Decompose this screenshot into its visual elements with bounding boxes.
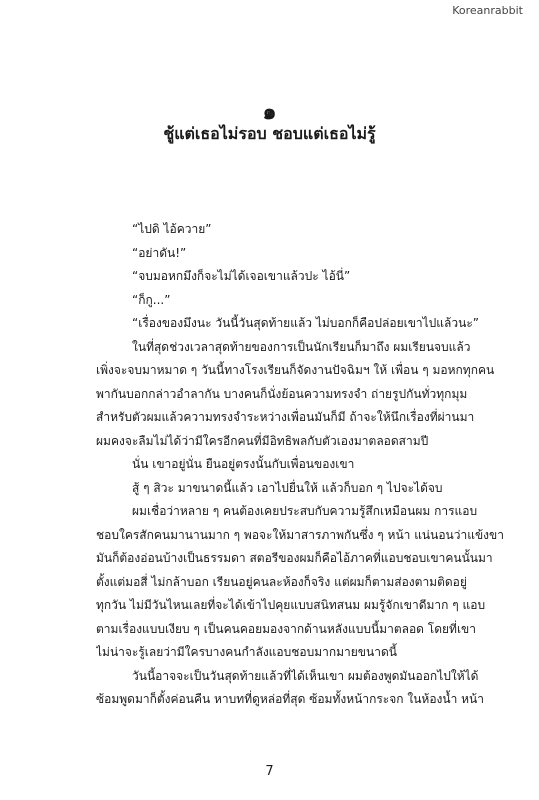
text-line: “เรื่องของมึงนะ วันนี้วันสุดท้ายแล้ว ไม่บอกก็คือปล่อยเขาไปแล้วนะ”: [132, 316, 479, 330]
text-line: ไม่น่าจะรู้เลยว่ามีใครบางคนกำลังแอบชอบมากมายขนาดนี้: [96, 645, 397, 659]
text-line: “อย่าดัน!”: [132, 245, 187, 260]
text-line: ตั้งแต่มอสี่ ไม่กล้าบอก เรียนอยู่คนละห้องก็จริง แต่ผมก็ตามส่องตามติดอยู่: [96, 574, 467, 589]
text-line: นั่น เขาอยู่นั่น ยืนอยู่ตรงนั้นกับเพื่อนของเขา: [132, 457, 355, 471]
text-line: ผมคงจะลืมไม่ได้ว่ามีใครอีกคนที่มีอิทธิพลกับตัวเองมาตลอดสามปี: [96, 433, 429, 448]
text-line: “ไปดิ ไอ้ควาย”: [132, 222, 212, 236]
text-line: ผมเชื่อว่าหลาย ๆ คนต้องเคยประสบกับความรู้สึกเหมือนผม การแอบ: [132, 504, 478, 518]
text-line: ในที่สุดช่วงเวลาสุดท้ายของการเป็นนักเรียนก็มาถึง ผมเรียนจบแล้ว: [132, 339, 471, 354]
chapter-number: ๑: [262, 100, 277, 125]
text-line: ทุกวัน ไม่มีวันไหนเลยที่จะได้เข้าไปคุยแบบสนิทสนม ผมรู้จักเขาดีมาก ๆ แอบ: [96, 598, 486, 612]
text-line: เพิ่งจะจบมาหมาด ๆ วันนี้ทางโรงเรียนก็จัดงานปัจฉิมฯ ให้ เพื่อน ๆ มอหกทุกคน: [96, 363, 495, 377]
body-text: [96, 218, 508, 712]
text-line: ชอบใครสักคนมานานมาก ๆ พอจะให้มาสารภาพกันซึ่ง ๆ หน้า แน่นอนว่าแข้งขา: [96, 527, 504, 542]
chapter-title: ชู้แต่เธอไม่รอบ ชอบแต่เธอไม่รู้: [163, 124, 376, 143]
text-line: “ก็กู...”: [132, 292, 171, 307]
text-line: วันนี้อาจจะเป็นวันสุดท้ายแล้วที่ได้เห็นเขา ผมต้องพูดมันออกไปให้ได้: [132, 668, 479, 683]
text-line: มันก็ต้องอ่อนบ้างเป็นธรรมดา สตอรีของผมก็คือไอ้ภาคที่แอบชอบเขาคนนั้นมา: [96, 551, 493, 565]
header-author: Koreanrabbit: [452, 4, 523, 17]
text-line: สู้ ๆ สิวะ มาขนาดนี้แล้ว เอาไปยื่นให้ แล้วก็บอก ๆ ไปจะได้จบ: [132, 480, 443, 495]
page-number: 7: [265, 764, 274, 779]
text-line: “จบมอหกมึงก็จะไม่ได้เจอเขาแล้วปะ ไอ้นี่”: [132, 269, 351, 283]
text-line: ซ้อมพูดมาก็ตั้งค่อนคืน หาบทที่ดูหล่อที่สุด ซ้อมทั้งหน้ากระจก ในห้องน้ำ หน้า: [96, 692, 485, 706]
text-line: ตามเรื่องแบบเงียบ ๆ เป็นคนคอยมองจากด้านหลังแบบนี้มาตลอด โดยที่เขา: [96, 621, 476, 636]
text-line: พากันบอกกล่าวอำลากัน บางคนก็นั่งย้อนความทรงจำ ถ่ายรูปกันทั่วทุกมุม: [96, 386, 468, 401]
text-line: สำหรับตัวผมแล้วความทรงจำระหว่างเพื่อนมันก็มี ถ้าจะให้นึกเรื่องที่ผ่านมา: [96, 410, 475, 424]
